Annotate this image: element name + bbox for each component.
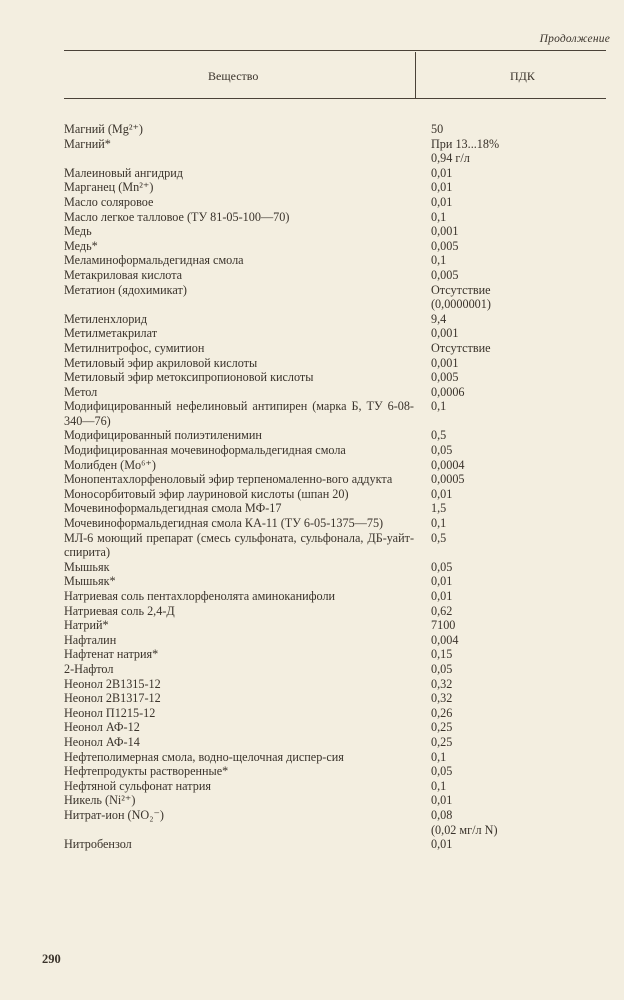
- table-row: [64, 428, 606, 443]
- pdk-value: 0,0004: [431, 457, 465, 472]
- pdk-value: 0,004: [431, 632, 459, 647]
- substance-name: Моносорбитовый эфир лауриновой кислоты (шпан 20): [64, 486, 349, 501]
- pdk-value: 0,001: [431, 355, 459, 370]
- substance-name: Масло легкое талловое (ТУ 81-05-100—70): [64, 209, 290, 224]
- pdk-value: 0,25: [431, 720, 453, 735]
- pdk-value: 0,1: [431, 778, 447, 793]
- pdk-value: 0,01: [431, 180, 453, 195]
- pdk-value: 9,4: [431, 311, 447, 326]
- column-header-pdk: ПДК: [510, 69, 535, 83]
- table-row: [64, 618, 606, 633]
- pdk-value: 0,005: [431, 238, 459, 253]
- substance-name: Мышьяк*: [64, 574, 116, 589]
- substance-name: Малеиновый ангидрид: [64, 165, 183, 180]
- substance-name: Масло соляровое: [64, 194, 154, 209]
- pdk-value: 0,01: [431, 837, 453, 852]
- table-row: [64, 195, 606, 210]
- pdk-value: 0,01: [431, 165, 453, 180]
- table-row: [64, 312, 606, 327]
- pdk-value: 0,08 (0,02 мг/л N): [431, 807, 498, 837]
- substance-name: Меламиноформальдегидная смола: [64, 253, 244, 268]
- pdk-value: 7100: [431, 618, 456, 633]
- pdk-value: 0,1: [431, 749, 447, 764]
- substance-name: Нитрат-ион (NO₂⁻): [64, 807, 164, 822]
- substance-name: Неонол АФ-14: [64, 734, 140, 749]
- pdk-value: 0,0005: [431, 472, 465, 487]
- table-row: [64, 516, 606, 531]
- table-row: [64, 604, 606, 619]
- column-divider: [415, 52, 416, 98]
- substance-table: [64, 122, 606, 852]
- table-row: [64, 735, 606, 750]
- substance-name: Модифицированный полиэтиленимин: [64, 428, 262, 443]
- table-row: [64, 166, 606, 181]
- substance-name: Неонол 2В1317-12: [64, 691, 161, 706]
- pdk-value: 0,01: [431, 793, 453, 808]
- substance-name: Нефтепродукты растворенные*: [64, 764, 229, 779]
- table-row: [64, 560, 606, 575]
- table-row: [64, 662, 606, 677]
- substance-name: Натриевая соль 2,4-Д: [64, 603, 175, 618]
- pdk-value: 0,1: [431, 209, 447, 224]
- substance-name: Мочевиноформальдегидная смола КА-11 (ТУ 6-05-1375—75): [64, 516, 384, 531]
- substance-name: Метакриловая кислота: [64, 267, 183, 282]
- substance-name: Нефтяной сульфонат натрия: [64, 778, 211, 793]
- pdk-value: 0,5: [431, 530, 447, 545]
- continued-label: Продолжение: [539, 33, 610, 45]
- page-number: 290: [42, 952, 61, 966]
- substance-name: Натриевая соль пентахлорфенолята аминоканифоли: [64, 589, 336, 603]
- table-row: [64, 458, 606, 473]
- pdk-value: 0,05: [431, 661, 453, 676]
- substance-name: Неонол АФ-12: [64, 720, 140, 735]
- table-header-rule: [64, 98, 606, 99]
- table-row: [64, 837, 606, 852]
- substance-name: Натрий*: [64, 618, 109, 633]
- table-row: [64, 808, 606, 837]
- table-row: [64, 589, 606, 604]
- substance-name: Мочевиноформальдегидная смола МФ-17: [64, 501, 282, 516]
- pdk-value: 0,01: [431, 486, 453, 501]
- substance-name: Медь: [64, 224, 92, 239]
- pdk-value: 0,01: [431, 589, 453, 603]
- table-row: [64, 720, 606, 735]
- pdk-value: 0,05: [431, 559, 453, 574]
- table-row: [64, 224, 606, 239]
- pdk-value: 0,15: [431, 647, 453, 662]
- pdk-value: 0,005: [431, 267, 459, 282]
- substance-name: Нефтеполимерная смола, водно-щелочная диспер-сия: [64, 749, 344, 764]
- table-row: [64, 793, 606, 808]
- table-row: [64, 210, 606, 225]
- substance-name: Метилнитрофос, сумитион: [64, 340, 205, 355]
- substance-name: Магний (Mg²⁺): [64, 122, 143, 136]
- pdk-value: 0,1: [431, 399, 447, 414]
- table-row: [64, 326, 606, 341]
- substance-name: Мышьяк: [64, 559, 110, 574]
- table-row: [64, 647, 606, 662]
- table-row: [64, 501, 606, 516]
- pdk-value: 0,62: [431, 603, 453, 618]
- pdk-value: При 13...18% 0,94 г/л: [431, 136, 500, 166]
- pdk-value: 0,32: [431, 691, 453, 706]
- table-row: [64, 385, 606, 400]
- pdk-value: 1,5: [431, 501, 447, 516]
- pdk-value: 50: [431, 122, 444, 136]
- table-row: [64, 253, 606, 268]
- table-row: [64, 356, 606, 371]
- pdk-value: 0,05: [431, 443, 453, 458]
- table-row: [64, 750, 606, 765]
- table-row: [64, 633, 606, 648]
- table-row: [64, 122, 606, 137]
- substance-name: Магний*: [64, 136, 111, 151]
- pdk-value: Отсутствие (0,0000001): [431, 282, 491, 312]
- substance-name: Модифицированный нефелиновый антипирен (марка Б, ТУ 6-08-340—76): [64, 399, 414, 428]
- substance-name: Молибден (Mo⁶⁺): [64, 457, 156, 472]
- table-row: [64, 443, 606, 458]
- substance-name: Метатион (ядохимикат): [64, 282, 187, 297]
- substance-name: Нафталин: [64, 632, 117, 647]
- pdk-value: 0,26: [431, 705, 453, 720]
- pdk-value: 0,05: [431, 764, 453, 779]
- table-row: [64, 137, 606, 166]
- table-row: [64, 283, 606, 312]
- table-row: [64, 370, 606, 385]
- pdk-value: 0,5: [431, 428, 447, 443]
- table-row: [64, 180, 606, 195]
- table-top-rule: [64, 50, 606, 51]
- pdk-value: 0,1: [431, 253, 447, 268]
- substance-name: Неонол 2В1315-12: [64, 676, 161, 691]
- pdk-value: 0,25: [431, 734, 453, 749]
- substance-name: 2-Нафтол: [64, 661, 114, 676]
- pdk-value: 0,32: [431, 676, 453, 691]
- pdk-value: 0,1: [431, 516, 447, 531]
- table-row: [64, 779, 606, 794]
- table-row: [64, 239, 606, 254]
- table-row: [64, 472, 606, 487]
- substance-name: Метиловый эфир акриловой кислоты: [64, 355, 258, 370]
- pdk-value: Отсутствие: [431, 340, 491, 355]
- pdk-value: 0,005: [431, 370, 459, 385]
- substance-name: Никель (Ni²⁺): [64, 793, 136, 808]
- table-row: [64, 341, 606, 356]
- substance-name: Метиленхлорид: [64, 311, 148, 326]
- substance-name: Модифицированная мочевиноформальдегидная смола: [64, 443, 346, 458]
- substance-name: Монопентахлорфеноловый эфир терпеномаленно-вого аддукта: [64, 472, 393, 487]
- substance-name: Нафтенат натрия*: [64, 647, 159, 662]
- pdk-value: 0,01: [431, 194, 453, 209]
- substance-name: Неонол П1215-12: [64, 705, 156, 720]
- pdk-value: 0,001: [431, 326, 459, 341]
- substance-name: Медь*: [64, 238, 98, 253]
- pdk-value: 0,0006: [431, 384, 465, 399]
- table-row: [64, 677, 606, 692]
- substance-name: Марганец (Mn²⁺): [64, 180, 154, 195]
- substance-name: Нитробензол: [64, 837, 132, 852]
- table-row: [64, 268, 606, 283]
- substance-name: МЛ-6 моющий препарат (смесь сульфоната, сульфонала, ДБ-уайт-спирита): [64, 530, 414, 560]
- substance-name: Метиловый эфир метоксипропионовой кислоты: [64, 370, 314, 385]
- substance-name: Метилметакрилат: [64, 326, 158, 341]
- pdk-value: 0,001: [431, 224, 459, 239]
- pdk-value: 0,01: [431, 574, 453, 589]
- table-row: [64, 487, 606, 502]
- table-row: [64, 399, 606, 428]
- table-row: [64, 691, 606, 706]
- table-row: [64, 706, 606, 721]
- substance-name: Метол: [64, 384, 98, 399]
- table-row: [64, 531, 606, 560]
- column-header-substance: Вещество: [208, 69, 259, 83]
- table-row: [64, 574, 606, 589]
- table-row: [64, 764, 606, 779]
